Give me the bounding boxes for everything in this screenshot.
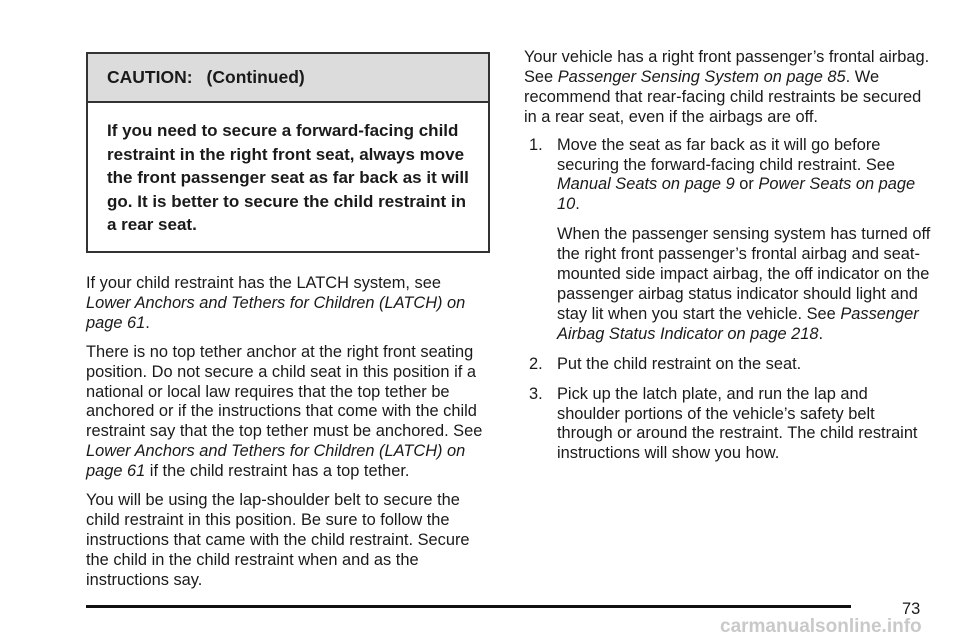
top-tether-paragraph [86,343,490,482]
top-tether-reference: Lower Anchors and Tethers for Children (LATCH) on page 61 [86,442,466,481]
caution-label: CAUTION: [107,67,193,87]
top-tether-end: if the child restraint has a top tether. [145,462,410,481]
watermark: carmanualsonline.info [720,616,922,637]
airbag-intro-paragraph [524,48,934,128]
step-number: 2. [529,354,543,373]
steps-list [524,136,934,465]
left-column [86,52,490,591]
top-tether-text: There is no top tether anchor at the right front seating position. Do not secure a child seat in this position if a national or local law requires that the top tether be anchored or if the instructions that come with the child restraint say that the top tether must be anchored. See [86,342,483,441]
page-number: 73 [902,600,921,618]
latch-reference: Lower Anchors and Tethers for Children (LATCH) on page 61 [86,293,466,332]
right-column [524,48,934,464]
step-1-main: Move the seat as far back as it will go before securing the forward-facing child restraint. See [557,135,895,174]
latch-paragraph [86,274,490,334]
step-number: 1. [529,135,543,154]
caution-box [86,52,490,253]
manual-seats-reference: Manual Seats on page 9 [557,175,735,194]
caution-text: If you need to secure a forward-facing child restraint in the right front seat, always move the front passenger seat as far back as it will go. It is better to secure the child restraint in a rear seat. [88,103,488,251]
step-1-end: . [575,195,580,214]
step-2 [524,355,934,375]
step-1-note-text: When the passenger sensing system has turned off the right front passenger’s frontal airbag and seat-mounted side impact airbag, the off indicator on the passenger airbag status indicator should light and stay lit when you start the vehicle. See [557,225,931,323]
step-2-text: Put the child restraint on the seat. [557,354,802,373]
step-1-text [557,136,934,216]
footer-rule [86,605,851,608]
step-1-note [557,225,934,344]
step-3 [524,385,934,465]
latch-end: . [145,313,150,332]
airbag-status-reference: Passenger Airbag Status Indicator on page 218 [557,304,919,343]
step-1-or: or [734,175,759,194]
power-seats-reference: Power Seats on page 10 [557,175,916,214]
step-3-text: Pick up the latch plate, and run the lap and shoulder portions of the vehicle’s safety belt through or around the restraint. The child restraint instructions will show you how. [557,384,918,463]
caution-continued: (Continued) [206,67,305,87]
step-number: 3. [529,384,543,403]
airbag-intro-end: . We recommend that rear-facing child restraints be secured in a rear seat, even if the airbags are off. [524,67,922,126]
caution-header [88,54,488,103]
lap-shoulder-paragraph: You will be using the lap-shoulder belt to secure the child restraint in this position. Be sure to follow the instructions that came with the child restraint. Secure the child in the child restraint when and as the instructions say. [86,491,470,589]
airbag-intro-text: Your vehicle has a right front passenger’s frontal airbag. See [524,48,930,86]
passenger-sensing-reference: Passenger Sensing System on page 85 [557,67,846,86]
step-1 [524,136,934,345]
step-1-note-end: . [818,324,824,343]
latch-text: If your child restraint has the LATCH system, see [86,273,441,292]
